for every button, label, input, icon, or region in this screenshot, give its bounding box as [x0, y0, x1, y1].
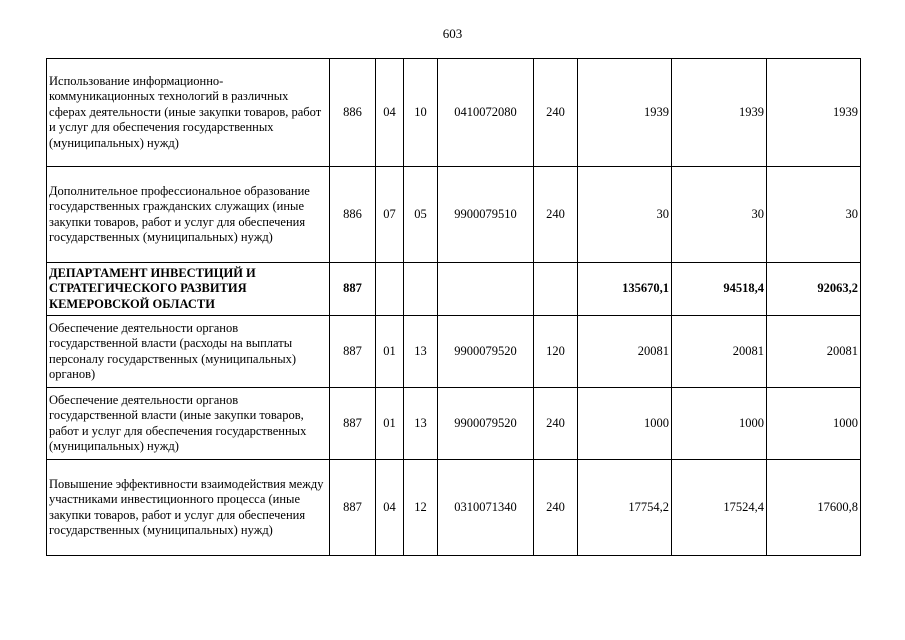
- ved-code: 886: [330, 167, 376, 263]
- row-name: Обеспечение деятельности органов государственной власти (иные закупки товаров, работ и услуг для обеспечения государственных (муниципальных) нужд): [47, 388, 330, 460]
- section-code: 04: [376, 59, 404, 167]
- target-article-code: 0310071340: [438, 460, 534, 556]
- amount-year-3: 1939: [767, 59, 861, 167]
- table-row: [47, 59, 861, 167]
- amount-year-1: 30: [578, 167, 672, 263]
- ved-code: 887: [330, 316, 376, 388]
- section-code: [376, 263, 404, 316]
- amount-year-3: 17600,8: [767, 460, 861, 556]
- ved-code: 886: [330, 59, 376, 167]
- amount-year-1: 17754,2: [578, 460, 672, 556]
- amount-year-1: 135670,1: [578, 263, 672, 316]
- amount-year-2: 1939: [672, 59, 767, 167]
- amount-year-1: 1000: [578, 388, 672, 460]
- target-article-code: [438, 263, 534, 316]
- amount-year-2: 30: [672, 167, 767, 263]
- expense-type-code: 240: [534, 167, 578, 263]
- amount-year-2: 20081: [672, 316, 767, 388]
- target-article-code: 0410072080: [438, 59, 534, 167]
- subsection-code: 10: [404, 59, 438, 167]
- budget-table: [46, 58, 861, 556]
- row-name: Использование информационно-коммуникационных технологий в различных сферах деятельности (иные закупки товаров, работ и услуг для обеспечения государственных (муниципальных) нужд): [47, 59, 330, 167]
- row-name: Повышение эффективности взаимодействия между участниками инвестиционного процесса (иные закупки товаров, работ и услуг для обеспечения государственных (муниципальных) нужд): [47, 460, 330, 556]
- amount-year-3: 20081: [767, 316, 861, 388]
- expense-type-code: 240: [534, 59, 578, 167]
- page-number: 603: [442, 26, 463, 41]
- department-row: [47, 263, 861, 316]
- subsection-code: 05: [404, 167, 438, 263]
- row-name: Обеспечение деятельности органов государственной власти (расходы на выплаты персоналу государственных (муниципальных) органов): [47, 316, 330, 388]
- expense-type-code: [534, 263, 578, 316]
- target-article-code: 9900079520: [438, 316, 534, 388]
- section-code: 04: [376, 460, 404, 556]
- row-name: Дополнительное профессиональное образование государственных гражданских служащих (иные закупки товаров, работ и услуг для обеспечения государственных (муниципальных) нужд): [47, 167, 330, 263]
- section-code: 07: [376, 167, 404, 263]
- amount-year-3: 1000: [767, 388, 861, 460]
- amount-year-3: 30: [767, 167, 861, 263]
- ved-code: 887: [330, 460, 376, 556]
- subsection-code: 12: [404, 460, 438, 556]
- expense-type-code: 120: [534, 316, 578, 388]
- expense-type-code: 240: [534, 460, 578, 556]
- target-article-code: 9900079520: [438, 388, 534, 460]
- table-row: [47, 167, 861, 263]
- row-name: ДЕПАРТАМЕНТ ИНВЕСТИЦИЙ И СТРАТЕГИЧЕСКОГО РАЗВИТИЯ КЕМЕРОВСКОЙ ОБЛАСТИ: [47, 263, 330, 316]
- table-row: [47, 388, 861, 460]
- section-code: 01: [376, 388, 404, 460]
- subsection-code: 13: [404, 388, 438, 460]
- expense-type-code: 240: [534, 388, 578, 460]
- amount-year-2: 17524,4: [672, 460, 767, 556]
- subsection-code: [404, 263, 438, 316]
- amount-year-2: 94518,4: [672, 263, 767, 316]
- table-row: [47, 460, 861, 556]
- amount-year-1: 20081: [578, 316, 672, 388]
- ved-code: 887: [330, 263, 376, 316]
- subsection-code: 13: [404, 316, 438, 388]
- ved-code: 887: [330, 388, 376, 460]
- amount-year-2: 1000: [672, 388, 767, 460]
- section-code: 01: [376, 316, 404, 388]
- amount-year-3: 92063,2: [767, 263, 861, 316]
- amount-year-1: 1939: [578, 59, 672, 167]
- table-row: [47, 316, 861, 388]
- target-article-code: 9900079510: [438, 167, 534, 263]
